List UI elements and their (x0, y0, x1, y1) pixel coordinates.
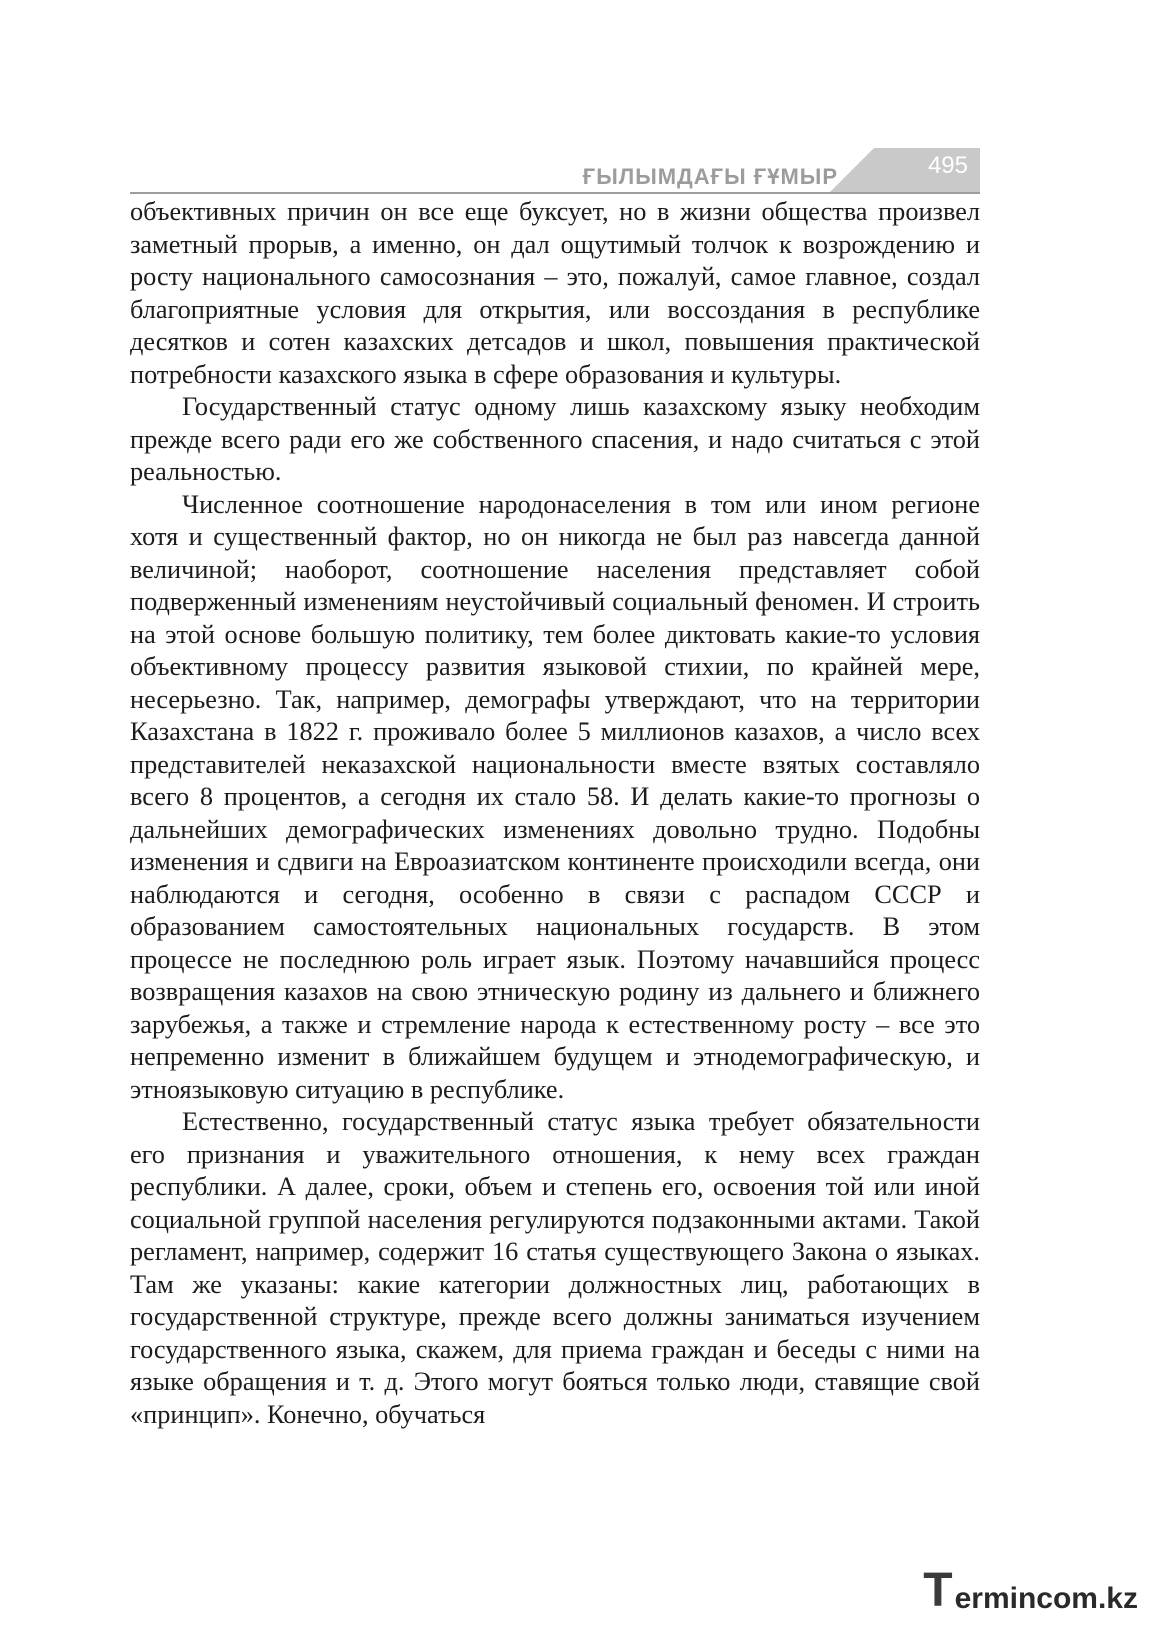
body-text (130, 196, 980, 1431)
paragraph-2: Государственный статус одному лишь казахскому языку необходим прежде всего ради его же собственного спасения, и надо считаться с этой реальностью. (130, 392, 980, 486)
watermark-logo (923, 1564, 1138, 1617)
watermark-logo-letter: T (923, 1564, 953, 1617)
running-header (130, 148, 980, 194)
page-number: 495 (927, 152, 968, 179)
paragraph-4: Естественно, государственный статус языка требует обязательности его признания и уважительного отношения, к нему всех граждан республики. А далее, сроки, объем и степень его, освоения той или иной социальной группой населения регулируются подзаконными актами. Такой регламент, например, содержит 16 статья существующего Закона о языках. Там же указаны: какие категории должностных лиц, работающих в государственной структуре, прежде всего должны заниматься изучением государственного языка, скажем, для приема граждан и беседы с ними на языке обращения и т. д. Этого могут бояться только люди, ставящие свой «принцип». Конечно, обучаться (130, 1107, 980, 1429)
paragraph-3: Численное соотношение народонаселения в том или ином регионе хотя и существенный фактор, но он никогда не был раз навсегда данной величиной; наоборот, соотношение населения представляет собой подверженный изменениям неустойчивый социальный феномен. И строить на этой основе большую политику, тем более диктовать какие-то условия объективному процессу развития языковой стихии, по крайней мере, несерьезно. Так, например, демографы утверждают, что на территории Казахстана в 1822 г. проживало более 5 миллионов казахов, а число всех представителей неказахской национальности вместе взятых составляло всего 8 процентов, а сегодня их стало 58. И делать какие-то прогнозы о дальнейших демографических изменениях довольно трудно. Подобны изменения и сдвиги на Евроазиатском континенте происходили всегда, они наблюдаются и сегодня, особенно в связи с распадом СССР и образованием самостоятельных национальных государств. В этом процессе не последнюю роль играет язык. Поэтому начавшийся процесс возвращения казахов на свою этническую родину из дальнего и ближнего зарубежья, а также и стремление народа к естественному росту – все это непременно изменит в ближайшем будущем и этнодемографическую, и этноязыковую ситуацию в республике. (130, 489, 980, 1104)
header-rule (130, 192, 980, 194)
paragraph-1: объективных причин он все еще буксует, но в жизни общества произвел заметный прорыв, а именно, он дал ощутимый толчок к возрождению и росту национального самосознания – это, пожалуй, самое главное, создал благоприятные условия для открытия, или воссоздания в республике десятков и сотен казахских детсадов и школ, повышения практической потребности казахского языка в сфере образования и культуры. (130, 197, 980, 389)
watermark-text: ermincom.kz (954, 1582, 1138, 1615)
header-title: ҒЫЛЫМДАҒЫ ҒҰМЫР (582, 164, 838, 189)
